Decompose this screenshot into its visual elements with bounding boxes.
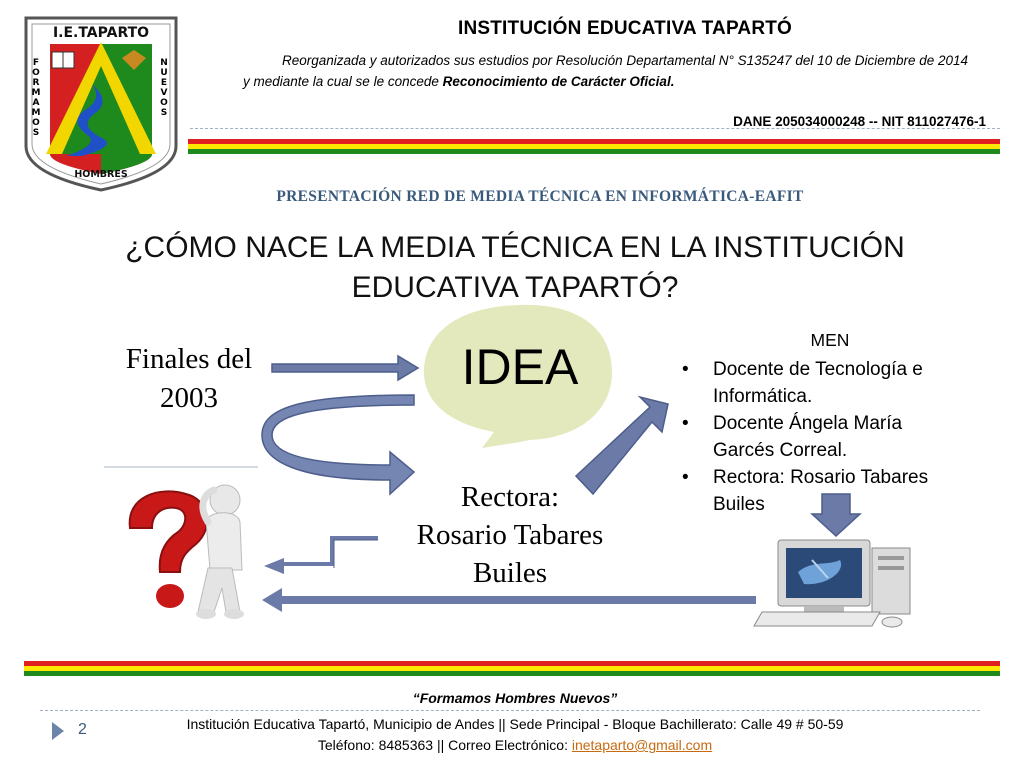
presentation-title: PRESENTACIÓN RED DE MEDIA TÉCNICA EN INFORMÁTICA-EAFIT [276, 188, 804, 205]
motto: “Formamos Hombres Nuevos” [412, 690, 618, 706]
main-question-line-2: EDUCATIVA TAPARTÓ? [351, 271, 679, 304]
men-list-item: • Rectora: Rosario Tabares Builes [680, 464, 960, 518]
rectora-label-line-1: Rectora: [460, 481, 560, 513]
men-list-item: • Docente de Tecnología e Informática. [680, 356, 960, 410]
rectora-label-line-3: Builes [472, 557, 548, 589]
footer-contact [110, 714, 920, 756]
start-label-line-1: Finales del [125, 343, 253, 375]
men-list [680, 356, 960, 518]
logo-left-vertical-text: FORMAMOS [31, 58, 41, 138]
arrow-finales-to-idea [272, 356, 418, 380]
idea-label: IDEA [461, 339, 579, 395]
rectora-label-line-2: Rosario Tabares [416, 519, 604, 551]
footer-phone: Teléfono: 8485363 || Correo Electrónico: [317, 737, 572, 753]
desktop-computer-illustration [754, 540, 910, 627]
page-number: 2 [78, 721, 87, 738]
subtitle-line-2-plain: y mediante la cual se le concede [243, 74, 443, 89]
flag-stripes-bottom [24, 661, 1000, 676]
men-list-item: • Docente Ángela María Garcés Correal. [680, 410, 960, 464]
subtitle-line-2-bold: Reconocimiento de Carácter Oficial. [442, 74, 675, 89]
footer-contact-line [110, 735, 920, 756]
footer-dashed-divider [40, 710, 980, 711]
institution-title: INSTITUCIÓN EDUCATIVA TAPARTÓ [457, 18, 793, 39]
thinking-person-illustration [104, 478, 258, 650]
logo-bottom-text: HOMBRES [74, 169, 128, 180]
email-link[interactable]: inetaparto@gmail.com [571, 737, 713, 753]
dane-nit-ids: DANE 205034000248 -- NIT 811027476-1 [733, 114, 986, 129]
start-label-line-2: 2003 [160, 382, 218, 414]
rectora-label [385, 478, 635, 592]
men-title: MEN [810, 330, 850, 350]
logo-top-text: I.E.TAPARTO [52, 25, 150, 41]
play-triangle-icon [50, 720, 66, 742]
subtitle-line-1: Reorganizada y autorizados sus estudios por Resolución Departamental N° S135247 del 10 de Diciembre de 2014 [281, 53, 969, 68]
start-label [104, 340, 274, 418]
footer-address: Institución Educativa Tapartó, Municipio de Andes || Sede Principal - Bloque Bachillerato: Calle 49 # 50-59 [186, 716, 844, 732]
logo-right-vertical-text: NUEVOS [160, 58, 168, 118]
main-question-line-1: ¿CÓMO NACE LA MEDIA TÉCNICA EN LA INSTITUCIÓN [125, 231, 905, 264]
arrow-elbow-to-person [264, 536, 378, 574]
